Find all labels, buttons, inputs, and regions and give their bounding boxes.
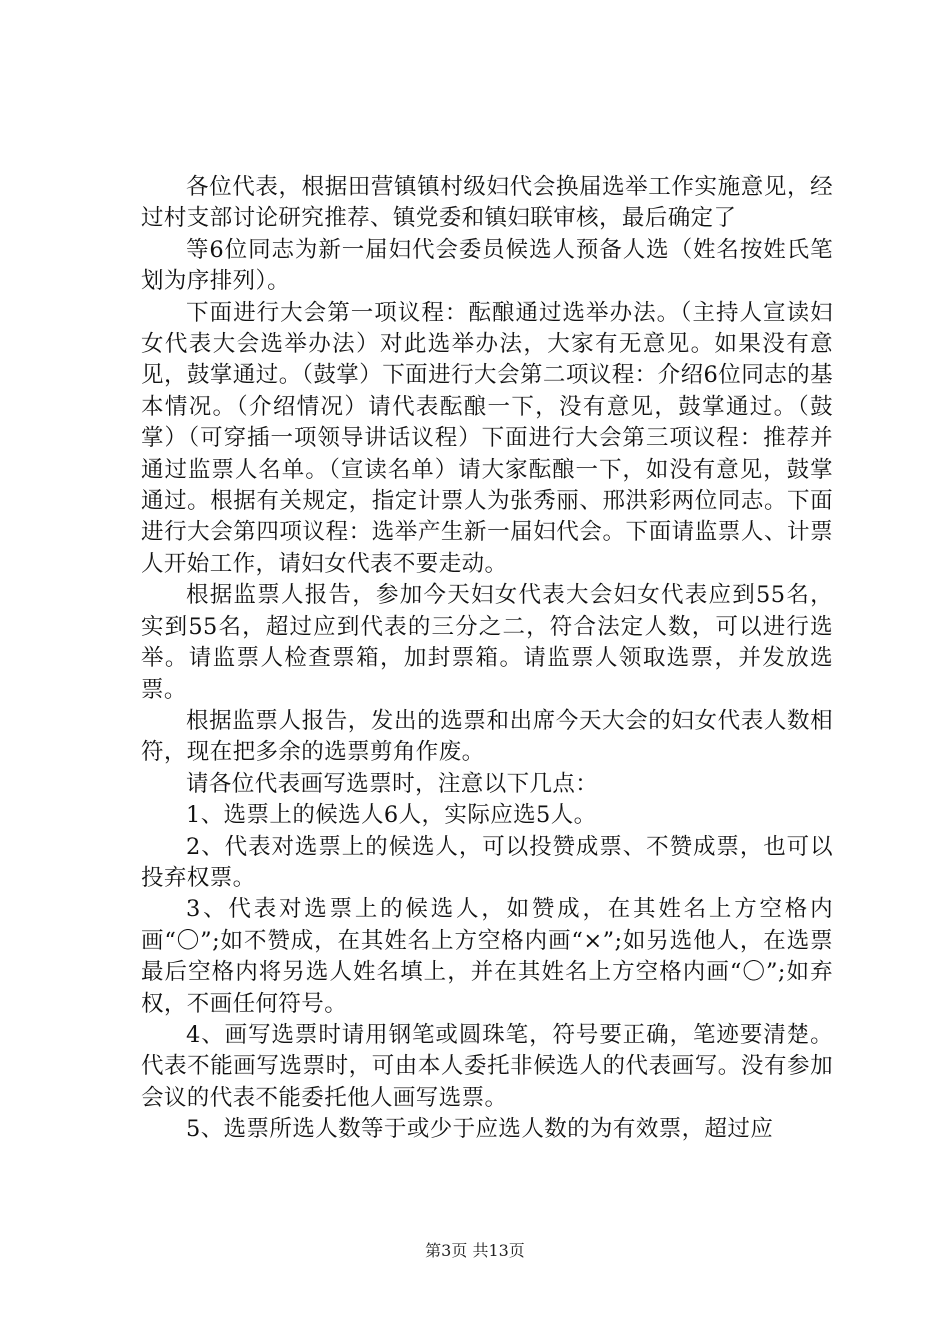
- paragraph-rule-2: 2、代表对选票上的候选人，可以投赞成票、不赞成票，也可以投弃权票。: [141, 833, 833, 891]
- paragraph-ballot-count: 根据监票人报告，发出的选票和出席今天大会的妇女代表人数相符，现在把多余的选票剪角作废。: [141, 707, 833, 766]
- page-number-footer: 第3页 共13页: [425, 1241, 525, 1260]
- paragraph-instructions-intro: 请各位代表画写选票时，注意以下几点：: [186, 770, 599, 797]
- paragraph-rule-3: 3、代表对选票上的候选人，如赞成，在其姓名上方空格内画“〇”;如不赞成，在其姓名上方空格内画“×”;如另选他人，在选票最后空格内将另选人姓名填上，并在其姓名上方空格内画“〇”;如弃权，不画任何符号。: [141, 896, 833, 1017]
- paragraph-candidates: 等6位同志为新一届妇代会委员候选人预备人选（姓名按姓氏笔划为序排列）。: [141, 236, 833, 295]
- paragraph-agenda: 下面进行大会第一项议程：酝酿通过选举办法。（主持人宣读妇女代表大会选举办法）对此选举办法，大家有无意见。如果没有意见，鼓掌通过。（鼓掌）下面进行大会第二项议程：介绍6位同志的基本情况。（介绍情况）请代表酝酿一下，没有意见，鼓掌通过。（鼓掌）（可穿插一项领导讲话议程）下面进行大会第三项议程：推荐并通过监票人名单。（宣读名单）请大家酝酿一下，如没有意见，鼓掌通过。根据有关规定，指定计票人为张秀丽、邢洪彩两位同志。下面进行大会第四项议程：选举产生新一届妇代会。下面请监票人、计票人开始工作，请妇女代表不要走动。: [141, 299, 833, 577]
- paragraph-rule-1: 1、选票上的候选人6人，实际应选5人。: [186, 802, 597, 829]
- document-body: [141, 172, 833, 1146]
- paragraph-rule-5: 5、选票所选人数等于或少于应选人数的为有效票，超过应: [186, 1116, 774, 1143]
- paragraph-rule-4: 4、画写选票时请用钢笔或圆珠笔，符号要正确，笔迹要清楚。代表不能画写选票时，可由本人委托非候选人的代表画写。没有参加会议的代表不能委托他人画写选票。: [141, 1021, 833, 1111]
- paragraph-attendance: 根据监票人报告，参加今天妇女代表大会妇女代表应到55名，实到55名，超过应到代表的三分之二，符合法定人数，可以进行选举。请监票人检查票箱，加封票箱。请监票人领取选票，并发放选票。: [141, 582, 833, 703]
- paragraph-intro: 各位代表，根据田营镇镇村级妇代会换届选举工作实施意见，经过村支部讨论研究推荐、镇党委和镇妇联审核，最后确定了: [141, 174, 833, 232]
